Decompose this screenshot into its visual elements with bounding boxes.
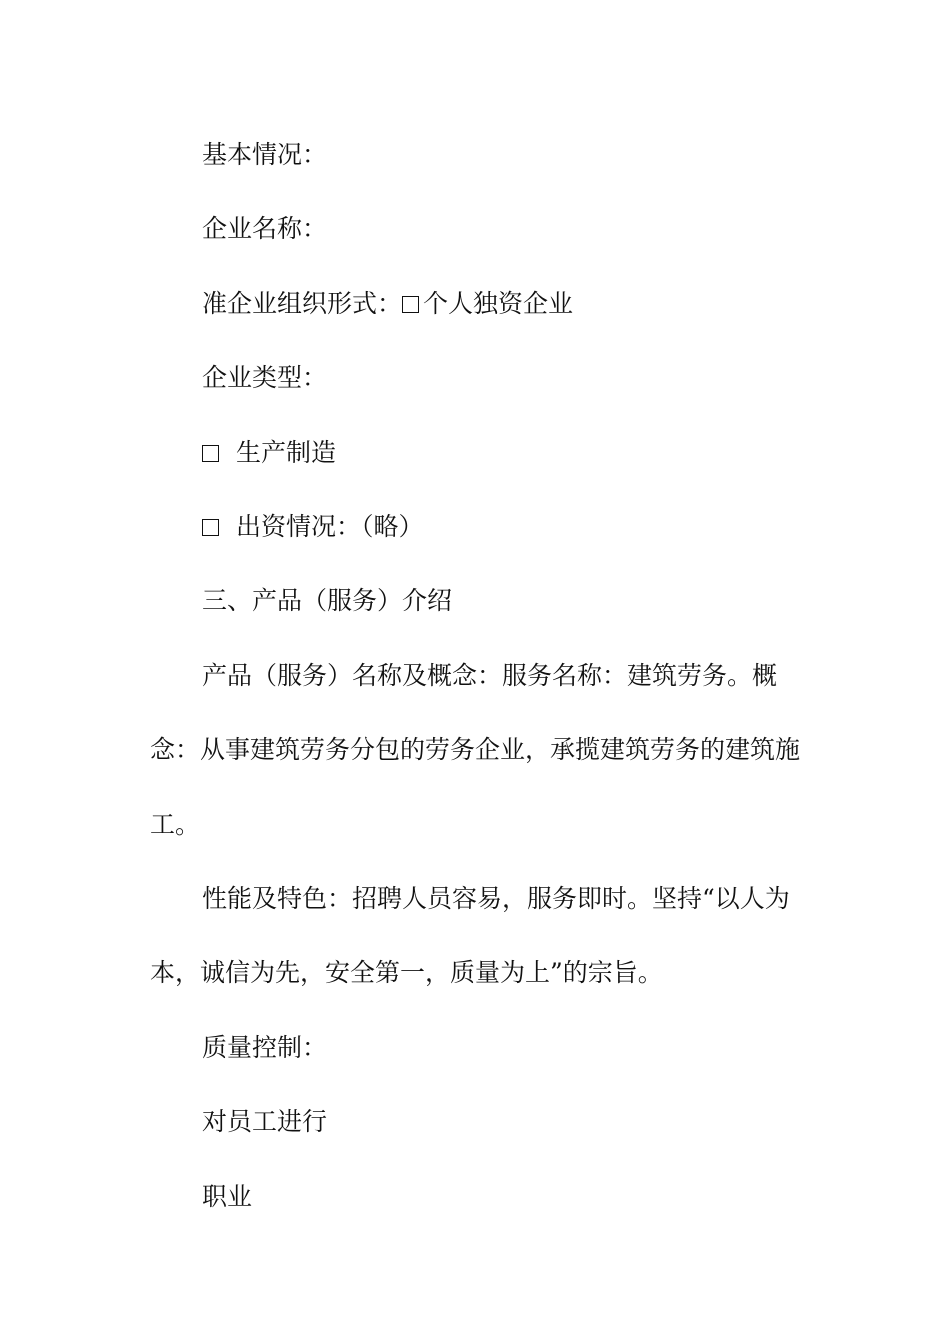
document-body bbox=[150, 118, 800, 1234]
paragraph-organization-form bbox=[150, 267, 800, 341]
organization-form-label: 准企业组织形式： bbox=[202, 288, 403, 318]
paragraph-career: 职业 bbox=[202, 1181, 253, 1211]
paragraph-capital-option bbox=[150, 490, 800, 564]
capital-option-label: 出资情况：（略） bbox=[236, 512, 424, 542]
checkbox-icon[interactable] bbox=[202, 519, 219, 536]
paragraph-basic-info: 基本情况： bbox=[202, 140, 328, 169]
paragraph-company-name: 企业名称： bbox=[202, 214, 328, 244]
paragraph-features: 性能及特色：招聘人员容易，服务即时。坚持“以人为本，诚信为先，安全第一，质量为上”的宗旨。 bbox=[150, 884, 790, 988]
paragraph-service-concept: 产品（服务）名称及概念：服务名称：建筑劳务。概念：从事建筑劳务分包的劳务企业，承揽建筑劳务的建筑施工。 bbox=[150, 660, 801, 839]
checkbox-icon[interactable] bbox=[202, 445, 219, 462]
section-heading-products: 三、产品（服务）介绍 bbox=[202, 586, 453, 616]
paragraph-manufacturing-option bbox=[150, 416, 800, 490]
paragraph-quality-control: 质量控制： bbox=[202, 1032, 328, 1062]
paragraph-employee-training: 对员工进行 bbox=[202, 1107, 328, 1137]
manufacturing-option-label: 生产制造 bbox=[236, 437, 337, 467]
checkbox-icon[interactable] bbox=[402, 296, 419, 313]
organization-form-value: 个人独资企业 bbox=[423, 288, 574, 318]
paragraph-company-type: 企业类型： bbox=[202, 363, 328, 393]
